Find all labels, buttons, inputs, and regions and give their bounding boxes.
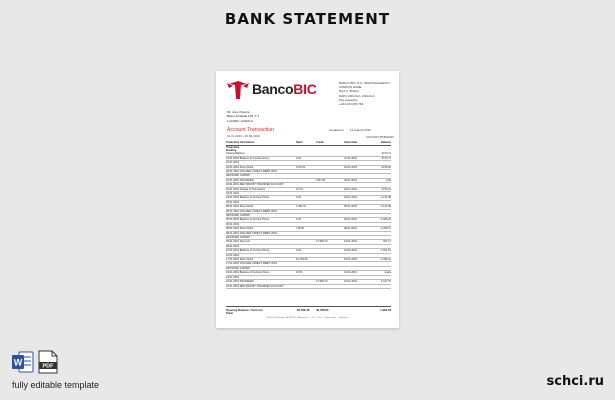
row-debit — [296, 174, 316, 177]
row-value-date — [344, 236, 371, 239]
row-balance: -1,900.11 — [380, 258, 391, 262]
row-description: 05.01.2019 Direct Debit — [226, 205, 254, 209]
row-description: 02.01.2019 REF 5000157 TRANSFER ACCOUNT — [226, 183, 284, 187]
row-debit: 0.23 — [296, 196, 302, 200]
row-value-date: 06.01.2019 — [344, 218, 357, 222]
address-line: RUA X, BUILD, — [339, 89, 360, 94]
row-balance — [371, 285, 391, 288]
row-debit: 0.23 — [296, 156, 302, 160]
row-debit: 4701.51 — [296, 165, 306, 169]
row-debit — [296, 267, 316, 270]
column-header: Balance — [381, 141, 391, 144]
row-description: 01.01.2019 — [226, 161, 239, 165]
row-debit — [296, 240, 316, 243]
row-description: 01.01.2019 Balance of Interest prices — [226, 156, 269, 160]
row-description: 09.01.2019 — [226, 244, 239, 248]
row-description: 04.01.2019 — [226, 200, 239, 204]
bank-logo-icon — [227, 81, 249, 99]
row-balance — [371, 161, 391, 164]
row-balance: 4.93 — [385, 178, 391, 182]
row-value-date — [344, 232, 371, 235]
row-balance — [371, 214, 391, 217]
row-value-date — [344, 174, 371, 177]
pdf-file-icon — [38, 350, 58, 374]
row-debit: 1,952.21 — [296, 205, 307, 209]
row-value-date — [344, 214, 371, 217]
row-credit: 17,905.70 — [316, 240, 328, 244]
row-credit — [316, 170, 344, 173]
row-debit — [296, 179, 316, 182]
row-value-date: 05.01.2019 — [344, 205, 357, 209]
created-date: 14 August 2019 — [349, 128, 371, 132]
svg-text:W: W — [13, 357, 23, 368]
row-credit — [316, 254, 344, 257]
format-icons — [12, 350, 58, 374]
account-number: ACCOUNT 9876543210 — [366, 136, 394, 139]
row-debit — [296, 201, 316, 204]
row-credit — [316, 157, 344, 160]
row-value-date: 31.01.2019 — [344, 156, 357, 160]
row-description: 02.01.2019 VISA REF. DIRECT DEBIT 2019 — [226, 169, 277, 173]
row-credit — [316, 276, 344, 279]
customer-city: LUANDA, ANGOLA — [227, 118, 254, 123]
totals-row — [226, 306, 391, 312]
row-value-date — [344, 285, 371, 288]
row-debit — [296, 210, 316, 213]
page-title: BANK STATEMENT — [224, 10, 391, 28]
column-header: Trade Date Information — [226, 141, 255, 144]
bank-name-part-b: BIC — [293, 81, 317, 97]
row-debit — [296, 161, 316, 164]
row-value-date: 10.01.2019 — [344, 249, 357, 253]
row-description: 04.01.2019 Balance of Service Prices — [226, 196, 270, 200]
row-balance: -1,921.67 — [380, 249, 391, 253]
row-debit — [296, 223, 316, 226]
row-description: NETWORK 0135687 — [226, 236, 251, 240]
created-label: Created on — [329, 128, 344, 132]
row-balance: -4720.71 — [380, 156, 391, 160]
row-balance: -4720.71 — [380, 152, 391, 156]
row-credit — [316, 196, 344, 199]
row-balance — [371, 223, 391, 226]
row-debit — [296, 245, 316, 248]
word-doc-icon — [12, 350, 34, 374]
address-line: BANCO BIC, S.A., BRANCH/AGENCY — [339, 81, 391, 85]
row-value-date — [344, 192, 371, 195]
row-debit — [296, 232, 316, 235]
row-balance — [371, 170, 391, 173]
row-credit — [316, 236, 344, 239]
column-header: Credit — [316, 141, 324, 144]
row-credit — [316, 192, 344, 195]
row-balance: 947.17 — [383, 240, 391, 244]
row-balance — [371, 245, 391, 248]
row-value-date: 04.01.2019 — [344, 196, 357, 200]
row-credit: 17,905.70 — [316, 280, 328, 284]
row-description: 08.01.2019 Direct Debit — [226, 227, 254, 231]
address-line: Pay enquiries: — [339, 97, 359, 102]
row-balance — [371, 174, 391, 177]
row-credit — [316, 166, 344, 169]
row-value-date — [344, 210, 371, 213]
document-footer: Banco BIC de Angola, S.A. NIF 5417 | Address: Rua ... | Tel: ... | Fax: ... | Share capital ... | Registered ... — [267, 317, 350, 319]
row-debit — [296, 285, 316, 288]
row-description: 19.01.2019 — [226, 275, 239, 279]
column-header: Value Date — [344, 141, 358, 144]
row-balance — [371, 262, 391, 265]
statement-document — [216, 71, 399, 328]
row-value-date — [344, 183, 371, 186]
row-credit — [316, 262, 344, 265]
row-value-date: 04.01.2019 — [344, 178, 357, 182]
row-debit — [296, 192, 316, 195]
row-credit — [316, 188, 344, 191]
row-credit — [316, 183, 344, 186]
row-balance — [371, 192, 391, 195]
row-value-date — [344, 262, 371, 265]
row-credit — [316, 223, 344, 226]
row-credit — [316, 174, 344, 177]
row-value-date — [344, 161, 371, 164]
row-value-date: 18.01.2019 — [344, 258, 357, 262]
row-balance — [371, 267, 391, 270]
row-description: 08.01.2019 VISA REF. DIRECT DEBIT 2019 — [226, 231, 277, 235]
row-credit — [316, 227, 344, 230]
column-header: Debit — [296, 141, 303, 144]
row-description: 02.01.2019 TRANSFER — [226, 178, 254, 182]
subheader: Booking — [226, 148, 237, 152]
row-description: 06.01.2019 — [226, 222, 239, 226]
row-description: 10.01.2019 — [226, 253, 239, 257]
row-credit — [316, 218, 344, 221]
row-value-date: 10.01.2019 — [344, 240, 357, 244]
row-credit — [316, 152, 344, 155]
row-debit: 19,753.66 — [296, 258, 308, 262]
row-value-date: 22.01.2019 — [344, 280, 357, 284]
row-description: 10.01.2019 Balance of Service Prices — [226, 249, 270, 253]
row-description: 17.01.2019 Direct Debit — [226, 258, 254, 262]
row-value-date — [344, 245, 371, 248]
row-balance — [371, 210, 391, 213]
row-balance — [371, 201, 391, 204]
row-debit — [296, 262, 316, 265]
row-value-date: 02.01.2019 — [344, 165, 357, 169]
subheader: Trade Date — [226, 145, 240, 149]
row-balance — [371, 236, 391, 239]
row-description: NETWORK 0135687 — [226, 174, 251, 178]
row-description: 02.01.2019 Direct Debit — [226, 165, 254, 169]
row-description: NETWORK 0135687 — [226, 214, 251, 217]
row-balance — [371, 254, 391, 257]
row-balance: -1,124.38 — [380, 196, 391, 200]
row-debit — [296, 236, 316, 239]
row-debit: 0.23 — [296, 249, 302, 253]
row-description: 22.01.2019 REF 5000157 TRANSFER ACCOUNT — [226, 284, 284, 288]
row-credit — [316, 249, 344, 252]
row-value-date — [344, 152, 371, 155]
row-balance: -4734.11 — [380, 187, 391, 191]
row-value-date — [344, 267, 371, 270]
row-balance: -1,925.23 — [380, 218, 391, 222]
transactions-table — [226, 141, 391, 289]
row-credit — [316, 285, 344, 288]
address-line: CAMPOS NAME — [339, 85, 362, 90]
row-debit — [296, 152, 316, 155]
bank-name-part-a: Banco — [252, 81, 294, 97]
row-value-date — [344, 223, 371, 226]
row-value-date: 19.01.2019 — [344, 271, 357, 275]
row-balance — [371, 276, 391, 279]
row-balance: -1,209.71 — [380, 227, 391, 231]
row-credit: 4747.54 — [316, 178, 326, 182]
row-balance: 1,017.76 — [380, 280, 391, 284]
totals-debit: -50,786.48 — [296, 308, 310, 312]
row-value-date — [344, 201, 371, 204]
row-description: 06.01.2019 Balance of Service Prices — [226, 218, 270, 222]
row-debit: 0.23 — [296, 218, 302, 222]
row-balance: -1,124.38 — [380, 205, 391, 209]
address-line: MAIN, ANGOLA, ANGOLA — [339, 93, 375, 98]
row-credit — [316, 258, 344, 261]
row-description: 19.01.2019 Balance of Service Prices — [226, 271, 270, 275]
customer-street: Bairro Alvalade 128 nº 2 — [227, 114, 260, 119]
row-description: NETWORK 0135687 — [226, 266, 251, 270]
row-credit — [316, 245, 344, 248]
row-value-date — [344, 276, 371, 279]
row-value-date — [344, 170, 371, 173]
row-debit: 718.56 — [296, 227, 304, 231]
row-credit — [316, 161, 344, 164]
totals-credit: 46,788.63 — [316, 308, 329, 312]
row-credit — [316, 205, 344, 208]
table-body — [226, 152, 391, 289]
row-description: 17.01.2019 VISA REF. DIRECT DEBIT 2019 — [226, 262, 277, 266]
row-value-date: 03.01.2019 — [344, 187, 357, 191]
row-debit — [296, 214, 316, 217]
row-description: 03.01.2019 — [226, 191, 239, 195]
totals-label: Opening Balance / Turnover — [226, 308, 264, 312]
row-description: 05.01.2019 VISA REF. DIRECT DEBIT 2019 — [226, 209, 277, 213]
row-credit — [316, 232, 344, 235]
row-debit: 10.79 — [296, 187, 303, 191]
row-value-date: 08.01.2019 — [344, 227, 357, 231]
site-watermark: schci.ru — [546, 374, 604, 389]
address-line: +244 123 456 783 — [339, 102, 364, 107]
row-debit — [296, 183, 316, 186]
section-title: Account Transaction — [227, 127, 275, 133]
created-on — [329, 128, 371, 132]
template-caption: fully editable template — [12, 380, 100, 390]
row-balance — [371, 183, 391, 186]
row-credit — [316, 201, 344, 204]
row-credit — [316, 214, 344, 217]
row-description: 09.01.2019 Payment — [226, 240, 250, 244]
row-value-date — [344, 254, 371, 257]
row-debit — [296, 280, 316, 283]
svg-text:PDF: PDF — [42, 363, 54, 370]
row-credit — [316, 210, 344, 213]
row-debit — [296, 276, 316, 279]
customer-name: Mr. Jose Oliveira — [227, 110, 250, 114]
bank-address — [339, 81, 395, 106]
row-description: Closing Balance — [226, 152, 245, 156]
table-row — [226, 285, 391, 289]
row-balance: leads — [384, 271, 391, 275]
total-label: Total — [226, 311, 233, 315]
row-credit — [316, 267, 344, 270]
totals-balance: 1,984.48 — [380, 308, 391, 312]
row-description: 03.01.2019 Charge of Transaction — [226, 187, 266, 191]
row-credit — [316, 271, 344, 274]
statement-period: 01.01.2019 - 30.06.2019 — [227, 134, 260, 138]
row-description: 22.01.2019 TRANSFER — [226, 280, 254, 284]
customer-address — [227, 110, 259, 123]
row-balance — [371, 232, 391, 235]
row-debit: 10.51 — [296, 271, 303, 275]
row-debit — [296, 254, 316, 257]
bank-logo-text — [252, 81, 317, 97]
row-balance: -4726.20 — [380, 165, 391, 169]
row-debit — [296, 170, 316, 173]
